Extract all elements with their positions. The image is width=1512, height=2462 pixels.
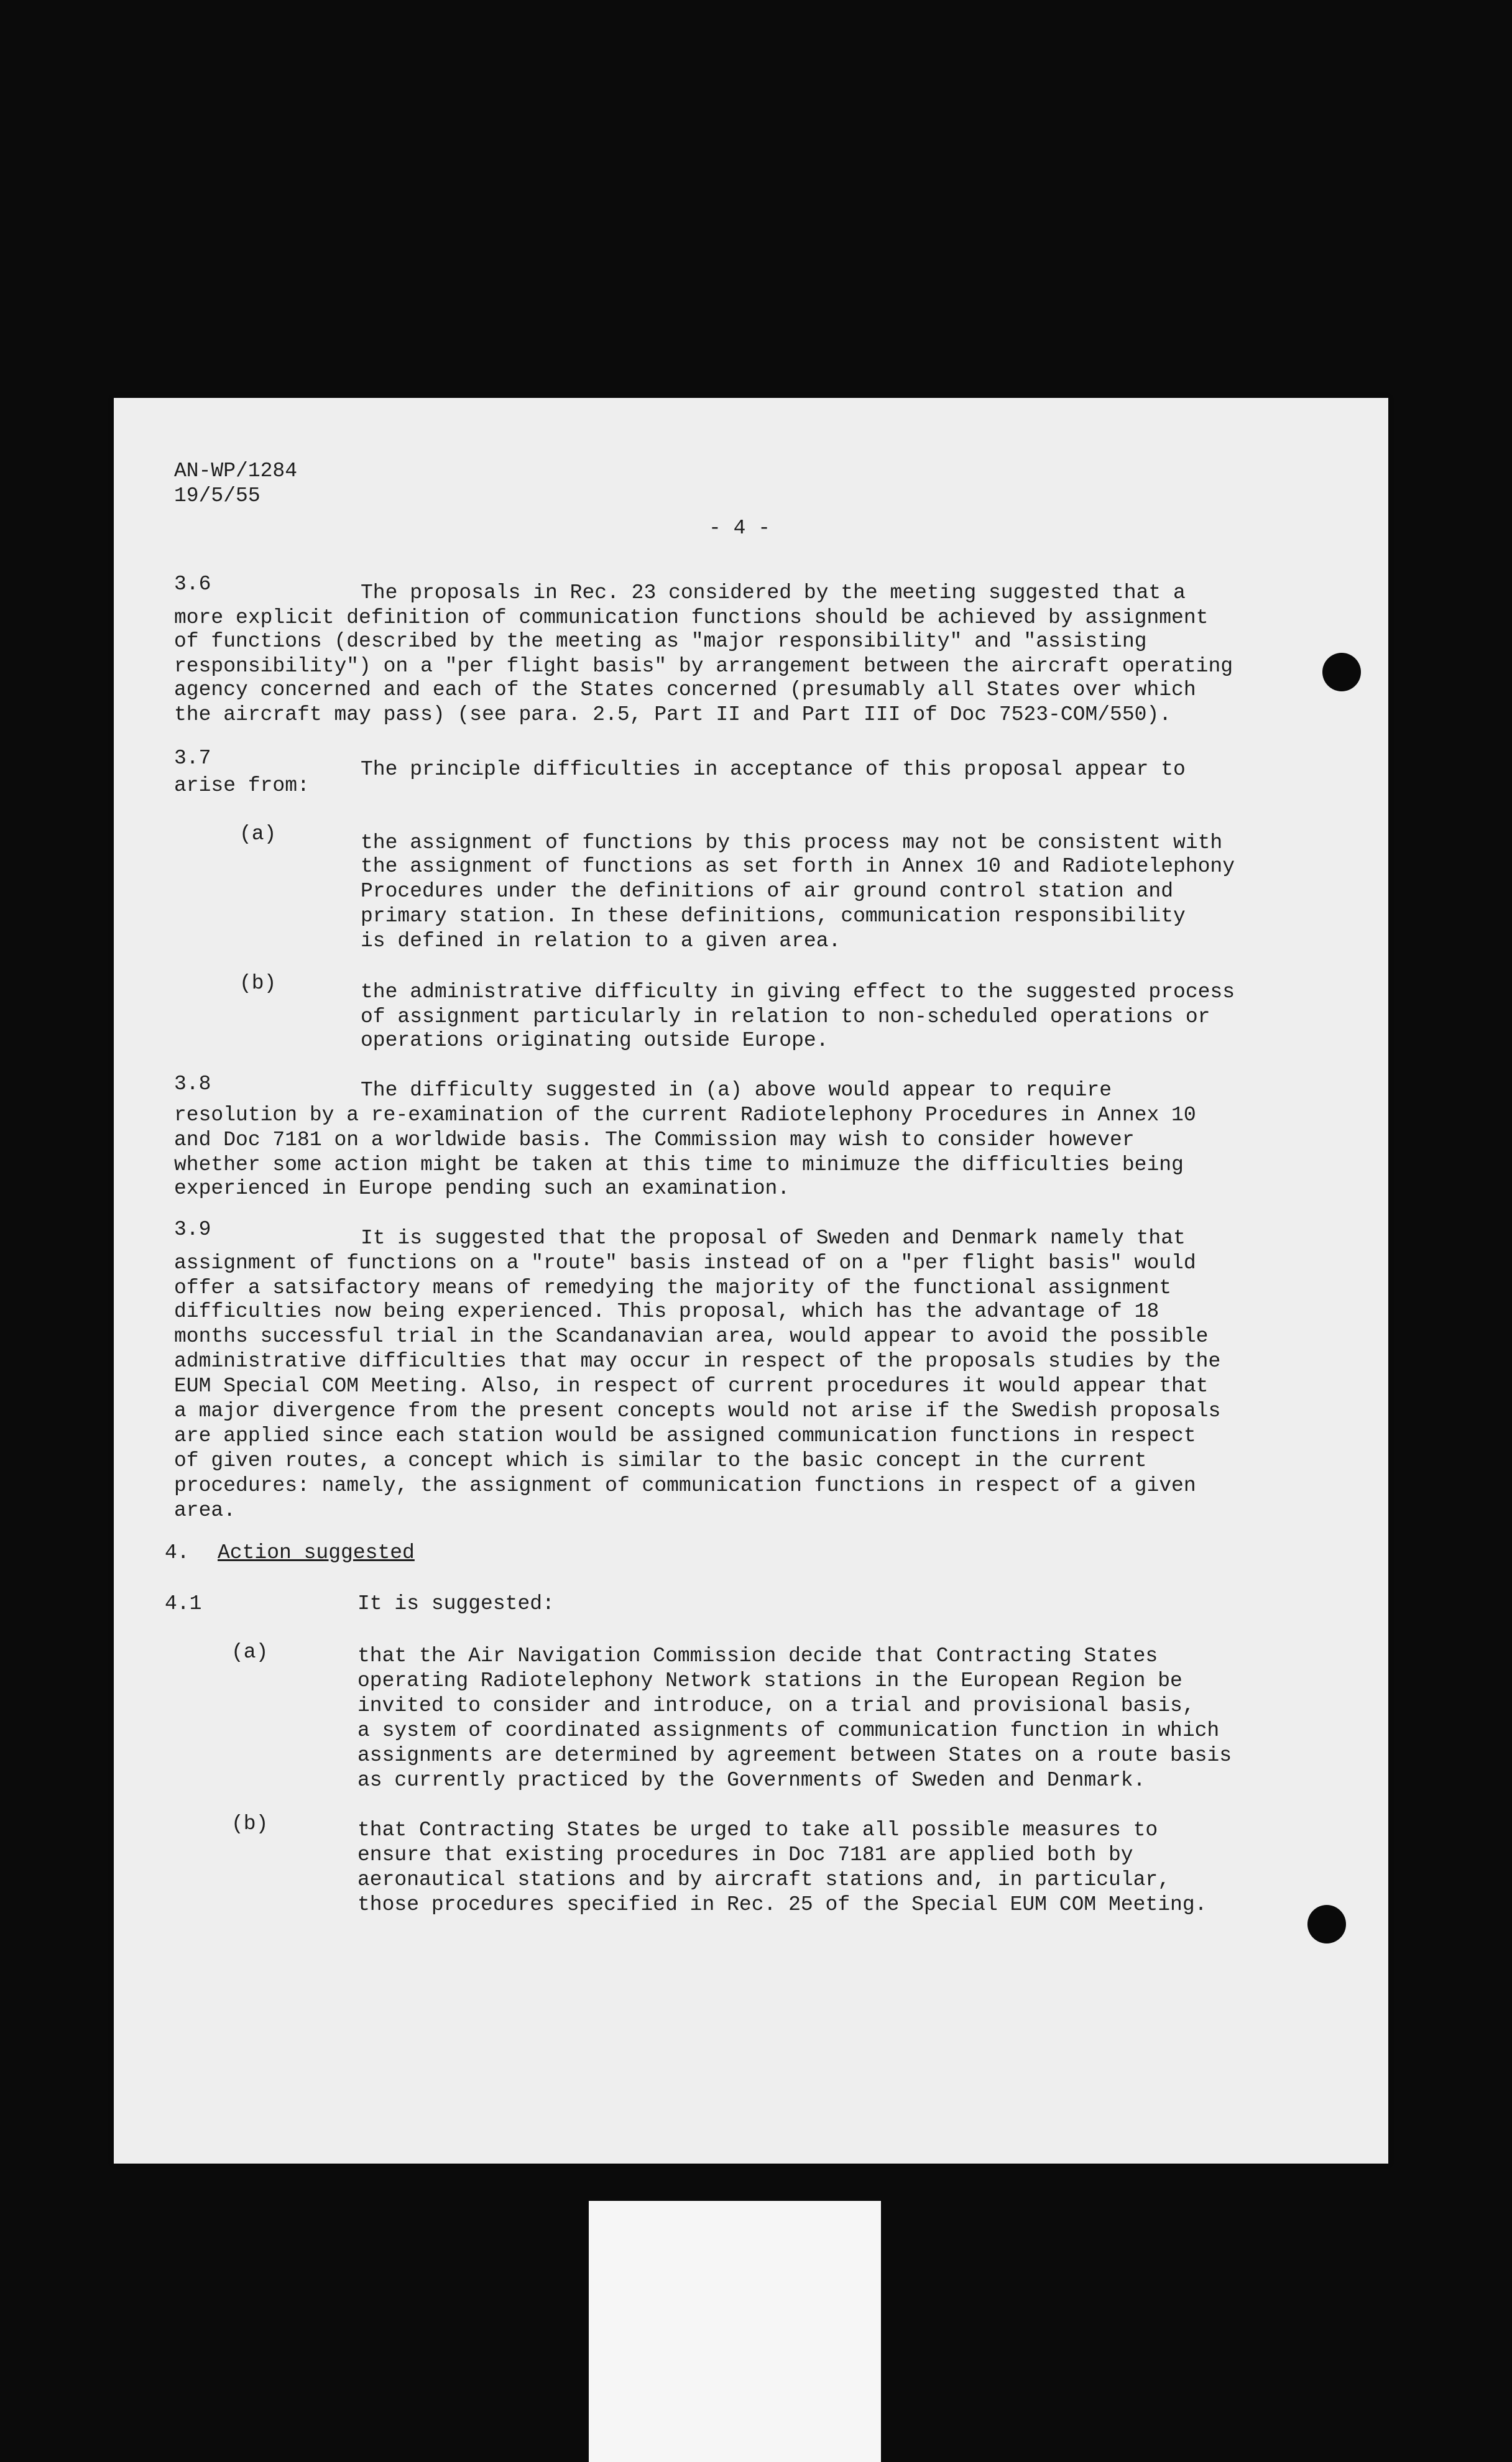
text-line: as currently practiced by the Governments of Sweden and Denmark. bbox=[357, 1769, 1146, 1792]
text-line: is defined in relation to a given area. bbox=[361, 929, 841, 952]
text-line: Procedures under the definitions of air ground control station and bbox=[361, 880, 1174, 903]
text-line: of functions (described by the meeting as "major responsibility" and "assisting bbox=[174, 630, 1147, 653]
text-line: of given routes, a concept which is similar to the basic concept in the current bbox=[174, 1449, 1147, 1472]
paragraph-number: 3.6 bbox=[174, 573, 211, 596]
text-line: that the Air Navigation Commission decide that Contracting States bbox=[357, 1644, 1158, 1667]
text-line: those procedures specified in Rec. 25 of the Special EUM COM Meeting. bbox=[357, 1893, 1207, 1916]
text-line: difficulties now being experienced. This proposal, which has the advantage of 18 bbox=[174, 1300, 1159, 1323]
text-line: It is suggested that the proposal of Sweden and Denmark namely that bbox=[361, 1227, 1186, 1250]
text-line: area. bbox=[174, 1499, 236, 1522]
text-line: are applied since each station would be assigned communication functions in respect bbox=[174, 1424, 1196, 1447]
text-line: operating Radiotelephony Network stations in the European Region be bbox=[357, 1669, 1182, 1692]
text-line: procedures: namely, the assignment of communication functions in respect of a given bbox=[174, 1474, 1196, 1497]
text-line: more explicit definition of communication functions should be achieved by assignment bbox=[174, 606, 1209, 629]
text-line: a system of coordinated assignments of communication function in which bbox=[357, 1719, 1220, 1742]
text-line: invited to consider and introduce, on a trial and provisional basis, bbox=[357, 1694, 1195, 1717]
text-line: It is suggested: bbox=[357, 1592, 555, 1615]
text-line: assignment of functions on a "route" basis instead of on a "per flight basis" would bbox=[174, 1252, 1196, 1275]
paragraph-number: 4.1 bbox=[165, 1592, 202, 1615]
text-line: and Doc 7181 on a worldwide basis. The Commission may wish to consider however bbox=[174, 1128, 1135, 1151]
punch-hole bbox=[1307, 1905, 1346, 1943]
item-label: (a) bbox=[231, 1641, 269, 1664]
text-line: a major divergence from the present concepts would not arise if the Swedish proposals bbox=[174, 1399, 1221, 1422]
item-label: (b) bbox=[239, 972, 277, 995]
document-reference: AN-WP/1284 bbox=[174, 459, 298, 482]
text-line: administrative difficulties that may occur in respect of the proposals studies by the bbox=[174, 1350, 1221, 1373]
paper-slip bbox=[589, 2201, 881, 2462]
text-line: offer a satsifactory means of remedying the majority of the functional assignment bbox=[174, 1276, 1172, 1299]
text-line: that Contracting States be urged to take all possible measures to bbox=[357, 1819, 1158, 1842]
text-line: months successful trial in the Scandanavian area, would appear to avoid the possible bbox=[174, 1325, 1209, 1348]
document-date: 19/5/55 bbox=[174, 484, 260, 507]
text-line: primary station. In these definitions, communication responsibility bbox=[361, 905, 1186, 928]
text-line: experienced in Europe pending such an examination. bbox=[174, 1177, 790, 1200]
page-number: - 4 - bbox=[709, 517, 771, 540]
text-line: of assignment particularly in relation to non-scheduled operations or bbox=[361, 1005, 1210, 1028]
text-line: ensure that existing procedures in Doc 7181 are applied both by bbox=[357, 1843, 1133, 1866]
item-label: (b) bbox=[231, 1812, 269, 1835]
paragraph-number: 3.7 bbox=[174, 747, 211, 770]
text-line: assignments are determined by agreement between States on a route basis bbox=[357, 1744, 1232, 1767]
text-line: EUM Special COM Meeting. Also, in respect of current procedures it would appear that bbox=[174, 1375, 1209, 1398]
text-line: the assignment of functions as set forth in Annex 10 and Radiotelephony bbox=[361, 855, 1235, 878]
section-number: 4. bbox=[165, 1541, 190, 1564]
text-line: aeronautical stations and by aircraft stations and, in particular, bbox=[357, 1868, 1171, 1891]
text-line: agency concerned and each of the States concerned (presumably all States over which bbox=[174, 678, 1196, 701]
text-line: responsibility") on a "per flight basis" by arrangement between the aircraft operating bbox=[174, 655, 1233, 678]
text-line: whether some action might be taken at this time to minimuze the difficulties being bbox=[174, 1153, 1184, 1176]
paragraph-number: 3.9 bbox=[174, 1218, 211, 1241]
text-line: The proposals in Rec. 23 considered by the meeting suggested that a bbox=[361, 581, 1186, 604]
text-line: the aircraft may pass) (see para. 2.5, Part II and Part III of Doc 7523-COM/550). bbox=[174, 703, 1172, 726]
section-heading: Action suggested bbox=[218, 1541, 415, 1564]
paragraph-number: 3.8 bbox=[174, 1072, 211, 1095]
text-line: The difficulty suggested in (a) above would appear to require bbox=[361, 1079, 1112, 1102]
text-line: resolution by a re-examination of the current Radiotelephony Procedures in Annex 10 bbox=[174, 1104, 1196, 1127]
text-line: operations originating outside Europe. bbox=[361, 1029, 829, 1052]
punch-hole bbox=[1322, 653, 1361, 691]
text-line: the assignment of functions by this process may not be consistent with bbox=[361, 831, 1223, 854]
item-label: (a) bbox=[239, 823, 277, 846]
text-line: the administrative difficulty in giving effect to the suggested process bbox=[361, 980, 1235, 1003]
text-line: arise from: bbox=[174, 774, 310, 797]
text-line: The principle difficulties in acceptance of this proposal appear to bbox=[361, 758, 1186, 781]
